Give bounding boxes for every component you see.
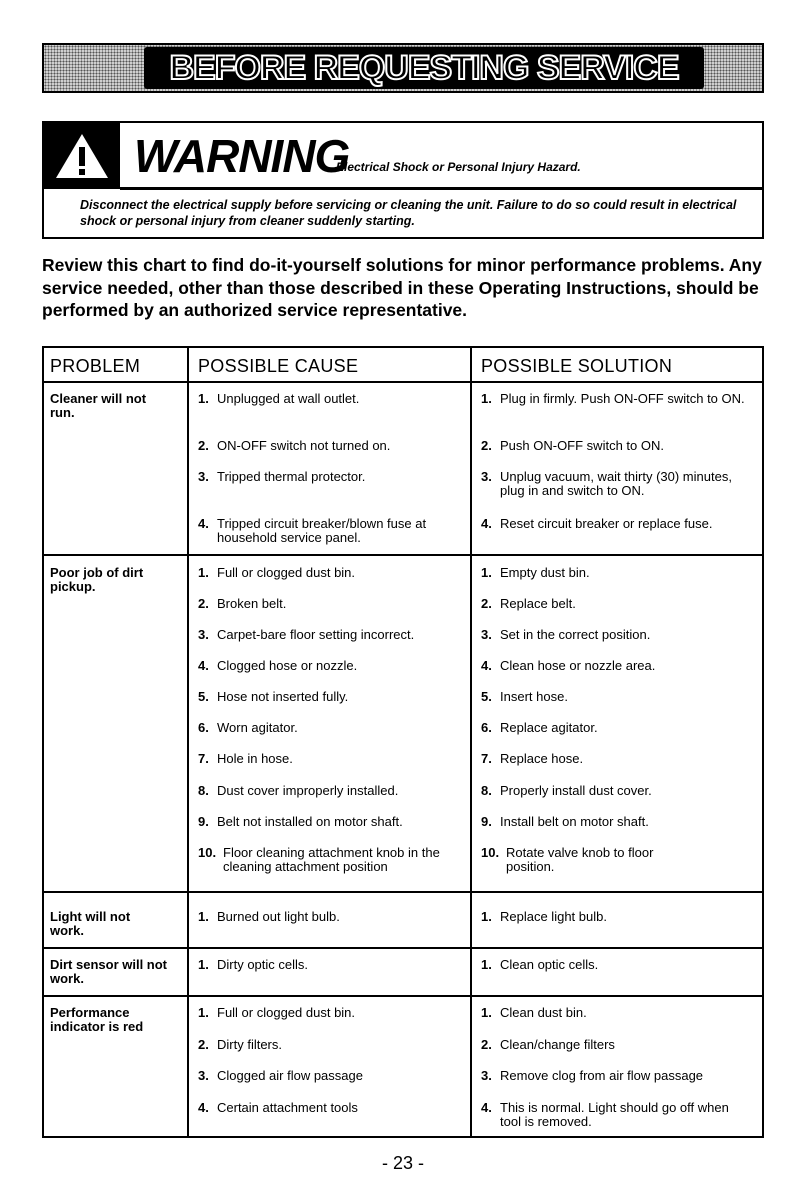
row-divider (44, 554, 762, 556)
solution-item: 3. Set in the correct position. (481, 627, 651, 642)
cause-item: 5. Hose not inserted fully. (198, 689, 349, 704)
header-cause: POSSIBLE CAUSE (198, 356, 359, 376)
solution-item: 1. Empty dust bin. (481, 565, 590, 580)
cause-item: 1. Full or clogged dust bin. (198, 565, 356, 580)
problem-cell: Poor job of dirt pickup. (50, 565, 144, 594)
title-banner (42, 43, 764, 93)
problem-cell: Cleaner will not run. (50, 391, 147, 420)
solution-item: 8. Properly install dust cover. (481, 783, 652, 798)
warning-body: Disconnect the electrical supply before servicing or cleaning the unit. Failure to do so could result in electrical shock or personal injury from cleaner suddenly starting. (80, 198, 737, 228)
solution-item: 10. Rotate valve knob to floor position. (481, 845, 654, 874)
cause-item: 2. ON-OFF switch not turned on. (198, 438, 391, 453)
cause-item: 4. Clogged hose or nozzle. (198, 658, 358, 673)
solution-item: 1. Clean dust bin. (481, 1005, 587, 1020)
problem-cell: Light will not work. (50, 909, 131, 938)
cause-item: 6. Worn agitator. (198, 720, 298, 735)
cause-item: 1. Unplugged at wall outlet. (198, 391, 360, 406)
cause-item: 1. Full or clogged dust bin. (198, 1005, 356, 1020)
troubleshooting-chart (42, 346, 764, 1138)
cause-item: 1. Dirty optic cells. (198, 957, 309, 972)
solution-item: 9. Install belt on motor shaft. (481, 814, 649, 829)
solution-item: 1. Plug in firmly. Push ON-OFF switch to ON. (481, 391, 745, 406)
cause-item: 4. Certain attachment tools (198, 1100, 358, 1115)
warning-triangle-icon (54, 131, 110, 181)
column-divider (187, 348, 189, 1136)
cause-item: 2. Broken belt. (198, 596, 287, 611)
header-problem: PROBLEM (50, 356, 141, 376)
cause-item: 10. Floor cleaning attachment knob in the cleaning attachment position (198, 845, 440, 874)
cause-item: 2. Dirty filters. (198, 1037, 282, 1052)
warning-heading: WARNING (134, 130, 350, 182)
solution-item: 5. Insert hose. (481, 689, 568, 704)
cause-item: 3. Carpet-bare floor setting incorrect. (198, 627, 415, 642)
solution-item: 1. Replace light bulb. (481, 909, 607, 924)
solution-item: 3. Remove clog from air flow passage (481, 1068, 704, 1083)
row-divider (44, 891, 762, 893)
row-divider (44, 995, 762, 997)
cause-item: 3. Clogged air flow passage (198, 1068, 363, 1083)
page-title: BEFORE REQUESTING SERVICE (169, 49, 679, 87)
solution-item: 7. Replace hose. (481, 751, 584, 766)
header-solution: POSSIBLE SOLUTION (481, 356, 673, 376)
cause-item: 1. Burned out light bulb. (198, 909, 340, 924)
solution-item: 2. Push ON-OFF switch to ON. (481, 438, 664, 453)
problem-cell: Dirt sensor will not work. (50, 957, 168, 986)
solution-item: 6. Replace agitator. (481, 720, 598, 735)
solution-item: 2. Clean/change filters (481, 1037, 615, 1052)
solution-item: 4. This is normal. Light should go off when tool is removed. (481, 1100, 729, 1129)
cause-item: 3. Tripped thermal protector. (198, 469, 366, 484)
solution-item: 3. Unplug vacuum, wait thirty (30) minutes, plug in and switch to ON. (481, 469, 732, 498)
solution-item: 1. Clean optic cells. (481, 957, 599, 972)
page-number: - 23 - (381, 1153, 424, 1173)
solution-item: 4. Reset circuit breaker or replace fuse. (481, 516, 713, 531)
solution-item: 2. Replace belt. (481, 596, 576, 611)
cause-item: 4. Tripped circuit breaker/blown fuse at household service panel. (198, 516, 427, 545)
cause-item: 9. Belt not installed on motor shaft. (198, 814, 403, 829)
row-divider (44, 381, 762, 383)
row-divider (44, 947, 762, 949)
warning-box (42, 121, 764, 239)
warning-divider (120, 187, 762, 190)
intro-paragraph: Review this chart to find do-it-yourself solutions for minor performance problems. Any service needed, other than those described in these Operating Instructions, should be performed by an authorized service representative. (42, 255, 762, 320)
solution-item: 4. Clean hose or nozzle area. (481, 658, 656, 673)
warning-subtitle: Electrical Shock or Personal Injury Hazard. (336, 160, 581, 174)
cause-item: 7. Hole in hose. (198, 751, 293, 766)
problem-cell: Performance indicator is red (50, 1005, 144, 1034)
cause-item: 8. Dust cover improperly installed. (198, 783, 399, 798)
warning-icon-panel (44, 123, 120, 189)
